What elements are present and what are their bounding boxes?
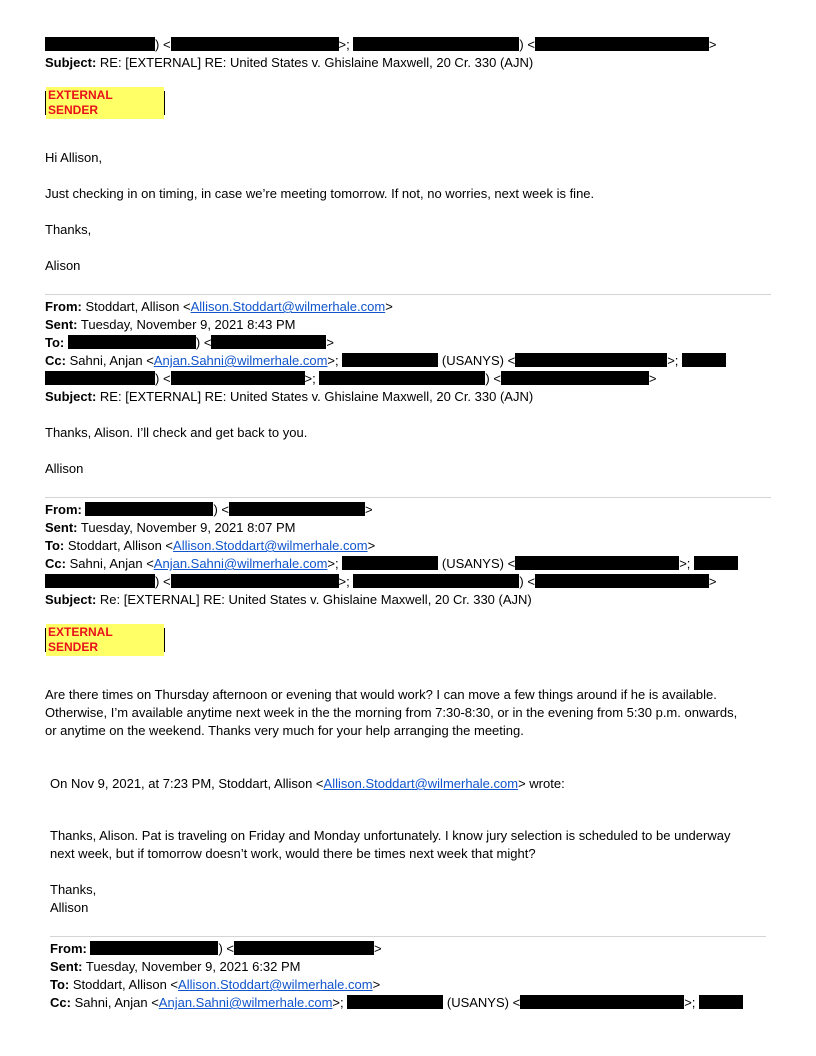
email-link[interactable]: Anjan.Sahni@wilmerhale.com [158,995,333,1010]
subject-label: Subject: [45,55,97,70]
external-sender-banner: EXTERNAL SENDER [45,91,165,115]
closing: Thanks, [50,882,97,897]
redaction-bar [535,37,709,51]
redaction-bar [520,995,684,1009]
cc-line-continued: ) < >; ) < > [45,573,717,591]
signature: Allison [50,900,89,915]
divider [45,294,771,295]
email-link[interactable]: Anjan.Sahni@wilmerhale.com [153,353,328,368]
email-link[interactable]: Anjan.Sahni@wilmerhale.com [153,556,328,571]
email-link[interactable]: Allison.Stoddart@wilmerhale.com [173,538,368,553]
redaction-bar [45,574,155,588]
redaction-bar [342,353,438,367]
redaction-bar [211,335,326,349]
external-sender-banner: EXTERNAL SENDER [45,628,165,652]
divider [50,936,766,937]
email-link[interactable]: Allison.Stoddart@wilmerhale.com [178,977,373,992]
closing: Thanks, [45,222,92,237]
message-body-line: or anytime on the weekend. Thanks very much for your help arranging the meeting. [45,723,524,738]
redaction-bar [353,574,519,588]
cc-line: Cc: Sahni, Anjan <Anjan.Sahni@wilmerhale.com>; (USANYS) < >; [45,555,738,573]
message-body-line: Are there times on Thursday afternoon or evening that would work? I can move a few things around if he is available. [45,687,717,702]
redaction-bar [342,556,438,570]
subject-line: Subject: RE: [EXTERNAL] RE: United States v. Ghislaine Maxwell, 20 Cr. 330 (AJN) [45,389,534,404]
subject-line [45,54,533,72]
redaction-bar [229,502,365,516]
redaction-bar [515,556,679,570]
redaction-bar [90,941,218,955]
from-line: From: ) < > [50,941,382,956]
redaction-bar [171,37,339,51]
divider [45,497,771,498]
message-body: Just checking in on timing, in case we’re meeting tomorrow. If not, no worries, next week is fine. [45,186,595,201]
redaction-bar [171,574,339,588]
redaction-bar [699,995,743,1009]
message-body-line: Otherwise, I’m available anytime next week in the the morning from 7:30-8:30, or in the evening from 5:30 p.m. onwards, [45,705,738,720]
redaction-bar [45,371,155,385]
redaction-bar [45,37,155,51]
cc-line: Cc: Sahni, Anjan <Anjan.Sahni@wilmerhale.com>; (USANYS) < >; [45,352,726,370]
cc-line: Cc: Sahni, Anjan <Anjan.Sahni@wilmerhale.com>; (USANYS) < >; [50,994,743,1012]
sent-line: Sent: Tuesday, November 9, 2021 6:32 PM [50,959,301,974]
cc-line-continued: ) < >; ) < > [45,370,657,388]
redaction-bar [682,353,726,367]
subject-line: Subject: Re: [EXTERNAL] RE: United States v. Ghislaine Maxwell, 20 Cr. 330 (AJN) [45,592,532,607]
greeting: Hi Allison, [45,150,103,165]
to-line: To: Stoddart, Allison <Allison.Stoddart@wilmerhale.com> [45,538,376,553]
quoted-body-line: next week, but if tomorrow doesn’t work, would there be times next week that might? [50,846,536,861]
to-line: To: Stoddart, Allison <Allison.Stoddart@wilmerhale.com> [50,977,381,992]
signature: Allison [45,461,84,476]
to-line: To: ) < > [45,335,335,350]
redaction-bar [501,371,649,385]
redaction-bar [319,371,485,385]
quoted-body-line: Thanks, Alison. Pat is traveling on Friday and Monday unfortunately. I know jury selection is scheduled to be underway [50,828,731,843]
redaction-bar [68,335,196,349]
message-body: Thanks, Alison. I’ll check and get back to you. [45,425,308,440]
redaction-bar [535,574,709,588]
redaction-bar [85,502,213,516]
redaction-bar [171,371,305,385]
email-link[interactable]: Allison.Stoddart@wilmerhale.com [190,299,386,314]
sent-line: Sent: Tuesday, November 9, 2021 8:07 PM [45,520,296,535]
sent-line: Sent: Tuesday, November 9, 2021 8:43 PM [45,317,296,332]
redaction-bar [234,941,374,955]
redaction-bar [353,37,519,51]
subject-text: RE: [EXTERNAL] RE: United States v. Ghislaine Maxwell, 20 Cr. 330 (AJN) [99,55,534,70]
redaction-bar [694,556,738,570]
redaction-bar [515,353,667,367]
from-line: From: ) < > [45,502,373,517]
from-line: From: Stoddart, Allison <Allison.Stoddart@wilmerhale.com> [45,299,393,314]
prev-cc-continuation: ) < >; ) < > [45,36,717,54]
quoted-intro: On Nov 9, 2021, at 7:23 PM, Stoddart, Allison <Allison.Stoddart@wilmerhale.com> wrote: [50,776,565,791]
redaction-bar [347,995,443,1009]
signature: Alison [45,258,81,273]
email-link[interactable]: Allison.Stoddart@wilmerhale.com [323,776,519,791]
